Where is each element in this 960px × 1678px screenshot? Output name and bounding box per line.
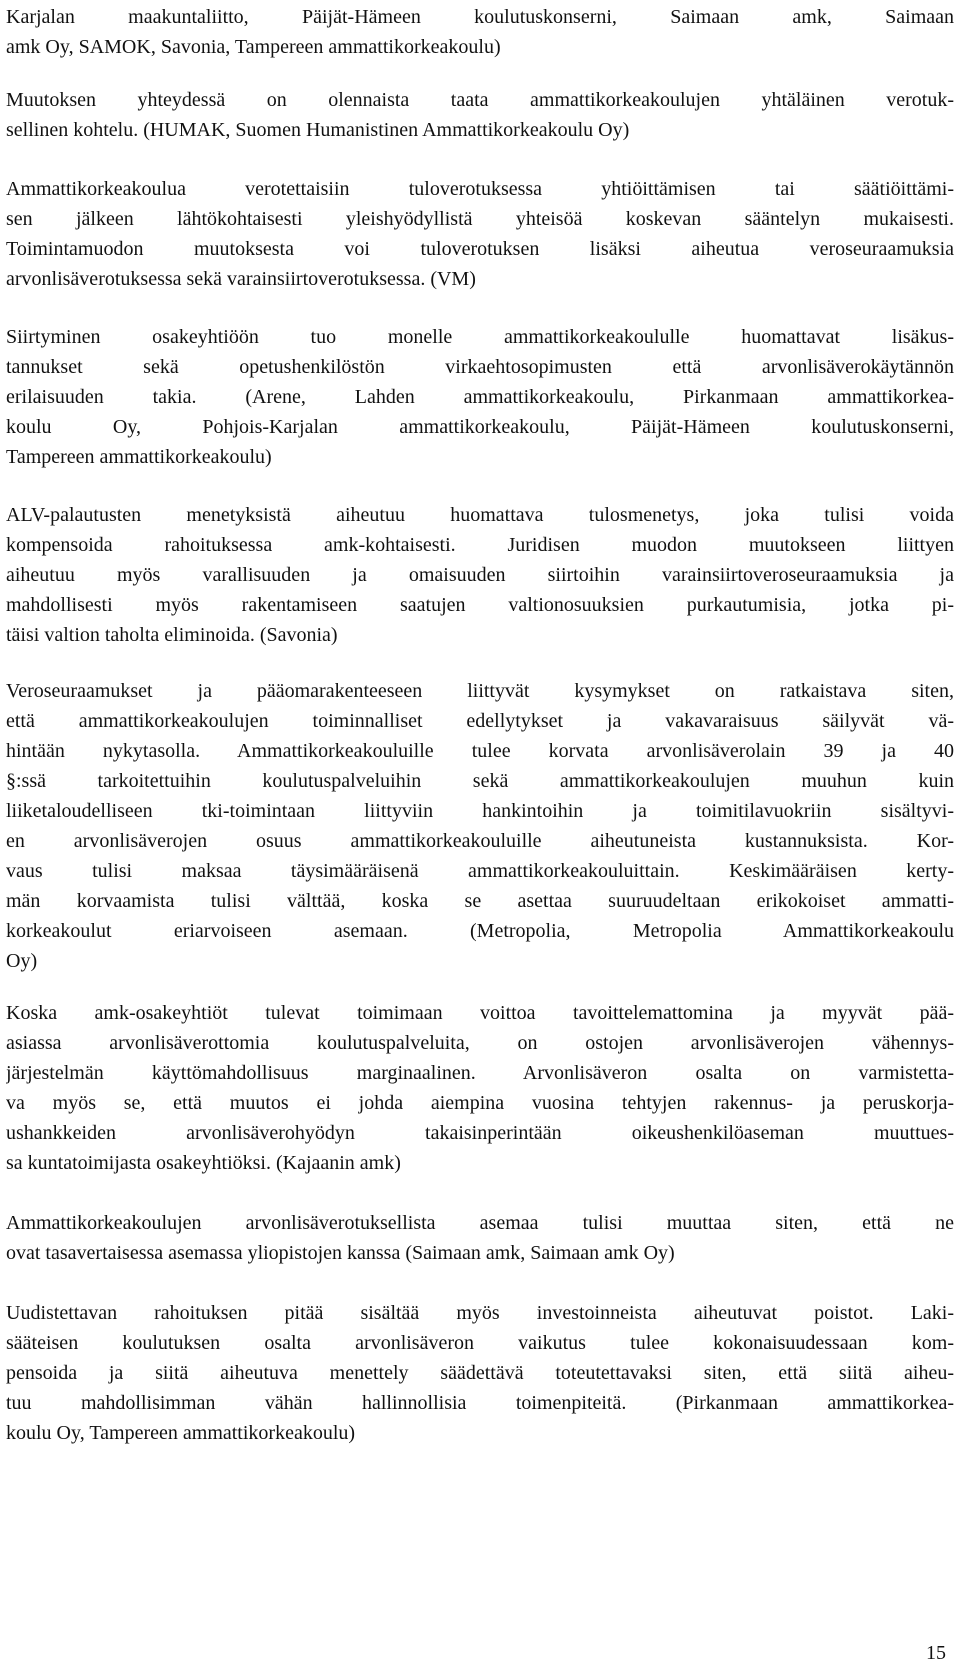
- text-line: sen jälkeen lähtökohtaisesti yleishyödyllistä yhteisöä koskevan sääntelyn mukaisesti.: [6, 208, 954, 230]
- text-line: arvonlisäverotuksessa sekä varainsiirtoverotuksessa. (VM): [6, 268, 476, 290]
- text-line: va myös se, että muutos ei johda aiempina vuosina tehtyjen rakennus- ja peruskorja-: [6, 1092, 954, 1114]
- paragraph: [6, 1208, 954, 1268]
- text-line: Karjalan maakuntaliitto, Päijät-Hämeen koulutuskonserni, Saimaan amk, Saimaan: [6, 6, 954, 28]
- text-line: korkeakoulut eriarvoiseen asemaan. (Metropolia, Metropolia Ammattikorkeakoulu: [6, 920, 954, 942]
- paragraph: [6, 322, 954, 472]
- text-line: Ammattikorkeakoulua verotettaisiin tuloverotuksessa yhtiöittämisen tai säätiöittämi-: [6, 178, 954, 200]
- text-line: että ammattikorkeakoulujen toiminnalliset edellytykset ja vakavaraisuus säilyvät vä-: [6, 710, 954, 732]
- text-line: Oy): [6, 950, 38, 972]
- paragraph: [6, 2, 954, 62]
- text-line: män korvaamista tulisi välttää, koska se asettaa suuruudeltaan erikokoiset ammatti-: [6, 890, 954, 912]
- paragraph: [6, 85, 954, 145]
- text-line: liiketaloudelliseen tki-toimintaan liittyviin hankintoihin ja toimitilavuokriin sisältyvi-: [6, 800, 954, 822]
- text-line: Uudistettavan rahoituksen pitää sisältää myös investoinneista aiheutuvat poistot. Laki-: [6, 1302, 954, 1324]
- text-line: Muutoksen yhteydessä on olennaista taata ammattikorkeakoulujen yhtäläinen verotuk-: [6, 89, 954, 111]
- text-line: Toimintamuodon muutoksesta voi tuloverotuksen lisäksi aiheutua veroseuraamuksia: [6, 238, 954, 260]
- text-line: en arvonlisäverojen osuus ammattikorkeakouluille aiheutuneista kustannuksista. Kor-: [6, 830, 954, 852]
- text-line: sa kuntatoimijasta osakeyhtiöksi. (Kajaanin amk): [6, 1152, 401, 1174]
- text-line: asiassa arvonlisäverottomia koulutuspalveluita, on ostojen arvonlisäverojen vähennys-: [6, 1032, 954, 1054]
- paragraph: [6, 998, 954, 1178]
- text-line: sellinen kohtelu. (HUMAK, Suomen Humanistinen Ammattikorkeakoulu Oy): [6, 119, 630, 141]
- text-line: Veroseuraamukset ja pääomarakenteeseen liittyvät kysymykset on ratkaistava siten,: [6, 680, 954, 702]
- text-line: mahdollisesti myös rakentamiseen saatujen valtionosuuksien purkautumisia, jotka pi-: [6, 594, 954, 616]
- text-line: Ammattikorkeakoulujen arvonlisäverotuksellista asemaa tulisi muuttaa siten, että ne: [6, 1212, 954, 1234]
- text-line: §:ssä tarkoitettuihin koulutuspalveluihin sekä ammattikorkeakoulujen muuhun kuin: [6, 770, 954, 792]
- text-line: täisi valtion taholta eliminoida. (Savonia): [6, 624, 338, 646]
- text-line: amk Oy, SAMOK, Savonia, Tampereen ammattikorkeakoulu): [6, 36, 501, 58]
- text-line: tuu mahdollisimman vähän hallinnollisia toimenpiteitä. (Pirkanmaan ammattikorkea-: [6, 1392, 954, 1414]
- text-line: vaus tulisi maksaa täysimääräisenä ammattikorkeakouluittain. Keskimääräisen kerty-: [6, 860, 954, 882]
- text-line: aiheutuu myös varallisuuden ja omaisuuden siirtoihin varainsiirtoveroseuraamuksia ja: [6, 564, 954, 586]
- paragraph: [6, 676, 954, 976]
- text-line: koulu Oy, Pohjois-Karjalan ammattikorkeakoulu, Päijät-Hämeen koulutuskonserni,: [6, 416, 954, 438]
- paragraph: [6, 500, 954, 650]
- text-line: järjestelmän käyttömahdollisuus marginaalinen. Arvonlisäveron osalta on varmistetta-: [6, 1062, 954, 1084]
- text-line: ovat tasavertaisessa asemassa yliopistojen kanssa (Saimaan amk, Saimaan amk Oy): [6, 1242, 675, 1264]
- text-line: pensoida ja siitä aiheutuva menettely säädettävä toteutettavaksi siten, että siitä aiheu-: [6, 1362, 954, 1384]
- text-line: Siirtyminen osakeyhtiöön tuo monelle ammattikorkeakoululle huomattavat lisäkus-: [6, 326, 954, 348]
- text-line: ALV-palautusten menetyksistä aiheutuu huomattava tulosmenetys, joka tulisi voida: [6, 504, 954, 526]
- text-line: ushankkeiden arvonlisäverohyödyn takaisinperintään oikeushenkilöaseman muuttues-: [6, 1122, 954, 1144]
- page-number: 15: [926, 1642, 946, 1664]
- paragraph: [6, 1298, 954, 1448]
- paragraph: [6, 174, 954, 294]
- text-line: kompensoida rahoituksessa amk-kohtaisesti. Juridisen muodon muutokseen liittyen: [6, 534, 954, 556]
- text-line: sääteisen koulutuksen osalta arvonlisäveron vaikutus tulee kokonaisuudessaan kom-: [6, 1332, 954, 1354]
- text-line: tannukset sekä opetushenkilöstön virkaehtosopimusten että arvonlisäverokäytännön: [6, 356, 954, 378]
- text-line: Tampereen ammattikorkeakoulu): [6, 446, 272, 468]
- text-line: erilaisuuden takia. (Arene, Lahden ammattikorkeakoulu, Pirkanmaan ammattikorkea-: [6, 386, 954, 408]
- text-line: Koska amk-osakeyhtiöt tulevat toimimaan voittoa tavoittelemattomina ja myyvät pää-: [6, 1002, 954, 1024]
- text-line: koulu Oy, Tampereen ammattikorkeakoulu): [6, 1422, 356, 1444]
- text-line: hintään nykytasolla. Ammattikorkeakouluille tulee korvata arvonlisäverolain 39 ja 40: [6, 740, 954, 762]
